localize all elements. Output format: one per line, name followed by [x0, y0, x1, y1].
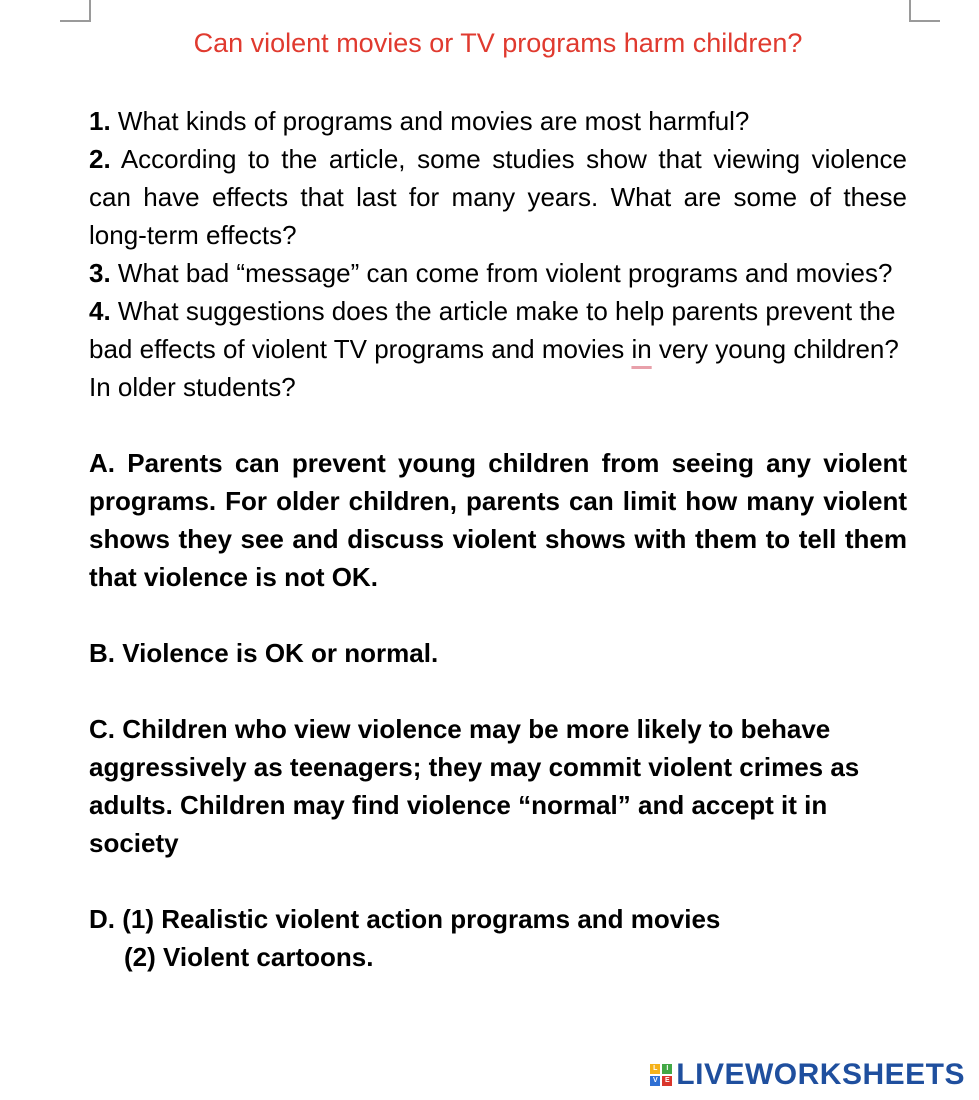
spacer	[89, 862, 907, 900]
document-body	[89, 102, 907, 976]
answer-d-line-1: D. (1) Realistic violent action programs and movies	[89, 904, 721, 934]
spacer	[89, 596, 907, 634]
logo-tile: V	[650, 1076, 660, 1086]
page-corner-top-left	[60, 0, 91, 22]
logo-mark-icon	[650, 1064, 672, 1086]
question-3	[89, 254, 907, 292]
question-text: What bad “message” can come from violent programs and movies?	[110, 258, 893, 288]
question-text-end: very young children? In older students?	[89, 334, 899, 402]
answer-d-line-2: (2) Violent cartoons.	[124, 942, 374, 972]
answer-c: C. Children who view violence may be more likely to behave aggressively as teenagers; they may commit violent crimes as adults. Children may find violence “normal” and accept it in society	[89, 714, 860, 858]
question-number: 3.	[89, 258, 111, 288]
spacer	[89, 406, 907, 444]
question-4	[89, 292, 907, 406]
spacer	[89, 672, 907, 710]
logo-tile: I	[662, 1064, 672, 1074]
question-text: What suggestions does the article make to help parents prevent the bad effects of violent TV programs and movies	[89, 296, 896, 364]
question-number: 1.	[89, 106, 111, 136]
document-title: Can violent movies or TV programs harm children?	[193, 28, 803, 58]
question-number: 2.	[89, 144, 111, 174]
logo-tile: E	[662, 1076, 672, 1086]
question-1	[89, 102, 907, 140]
spellcheck-marked-word: in	[631, 334, 652, 364]
liveworksheets-logo	[650, 1057, 965, 1093]
answer-b: B. Violence is OK or normal.	[89, 638, 439, 668]
question-text: According to the article, some studies show that viewing violence can have effects that last for many years. What are some of these long-term effects?	[89, 144, 907, 250]
answer-a: A. Parents can prevent young children from seeing any violent programs. For older children, parents can limit how many violent shows they see and discuss violent shows with them to tell them that violence is not OK.	[89, 448, 907, 592]
question-text: What kinds of programs and movies are most harmful?	[110, 106, 750, 136]
brand-name: LIVEWORKSHEETS	[676, 1058, 965, 1091]
logo-tile: L	[650, 1064, 660, 1074]
question-number: 4.	[89, 296, 111, 326]
question-2	[89, 140, 907, 254]
page-corner-top-right	[909, 0, 940, 22]
